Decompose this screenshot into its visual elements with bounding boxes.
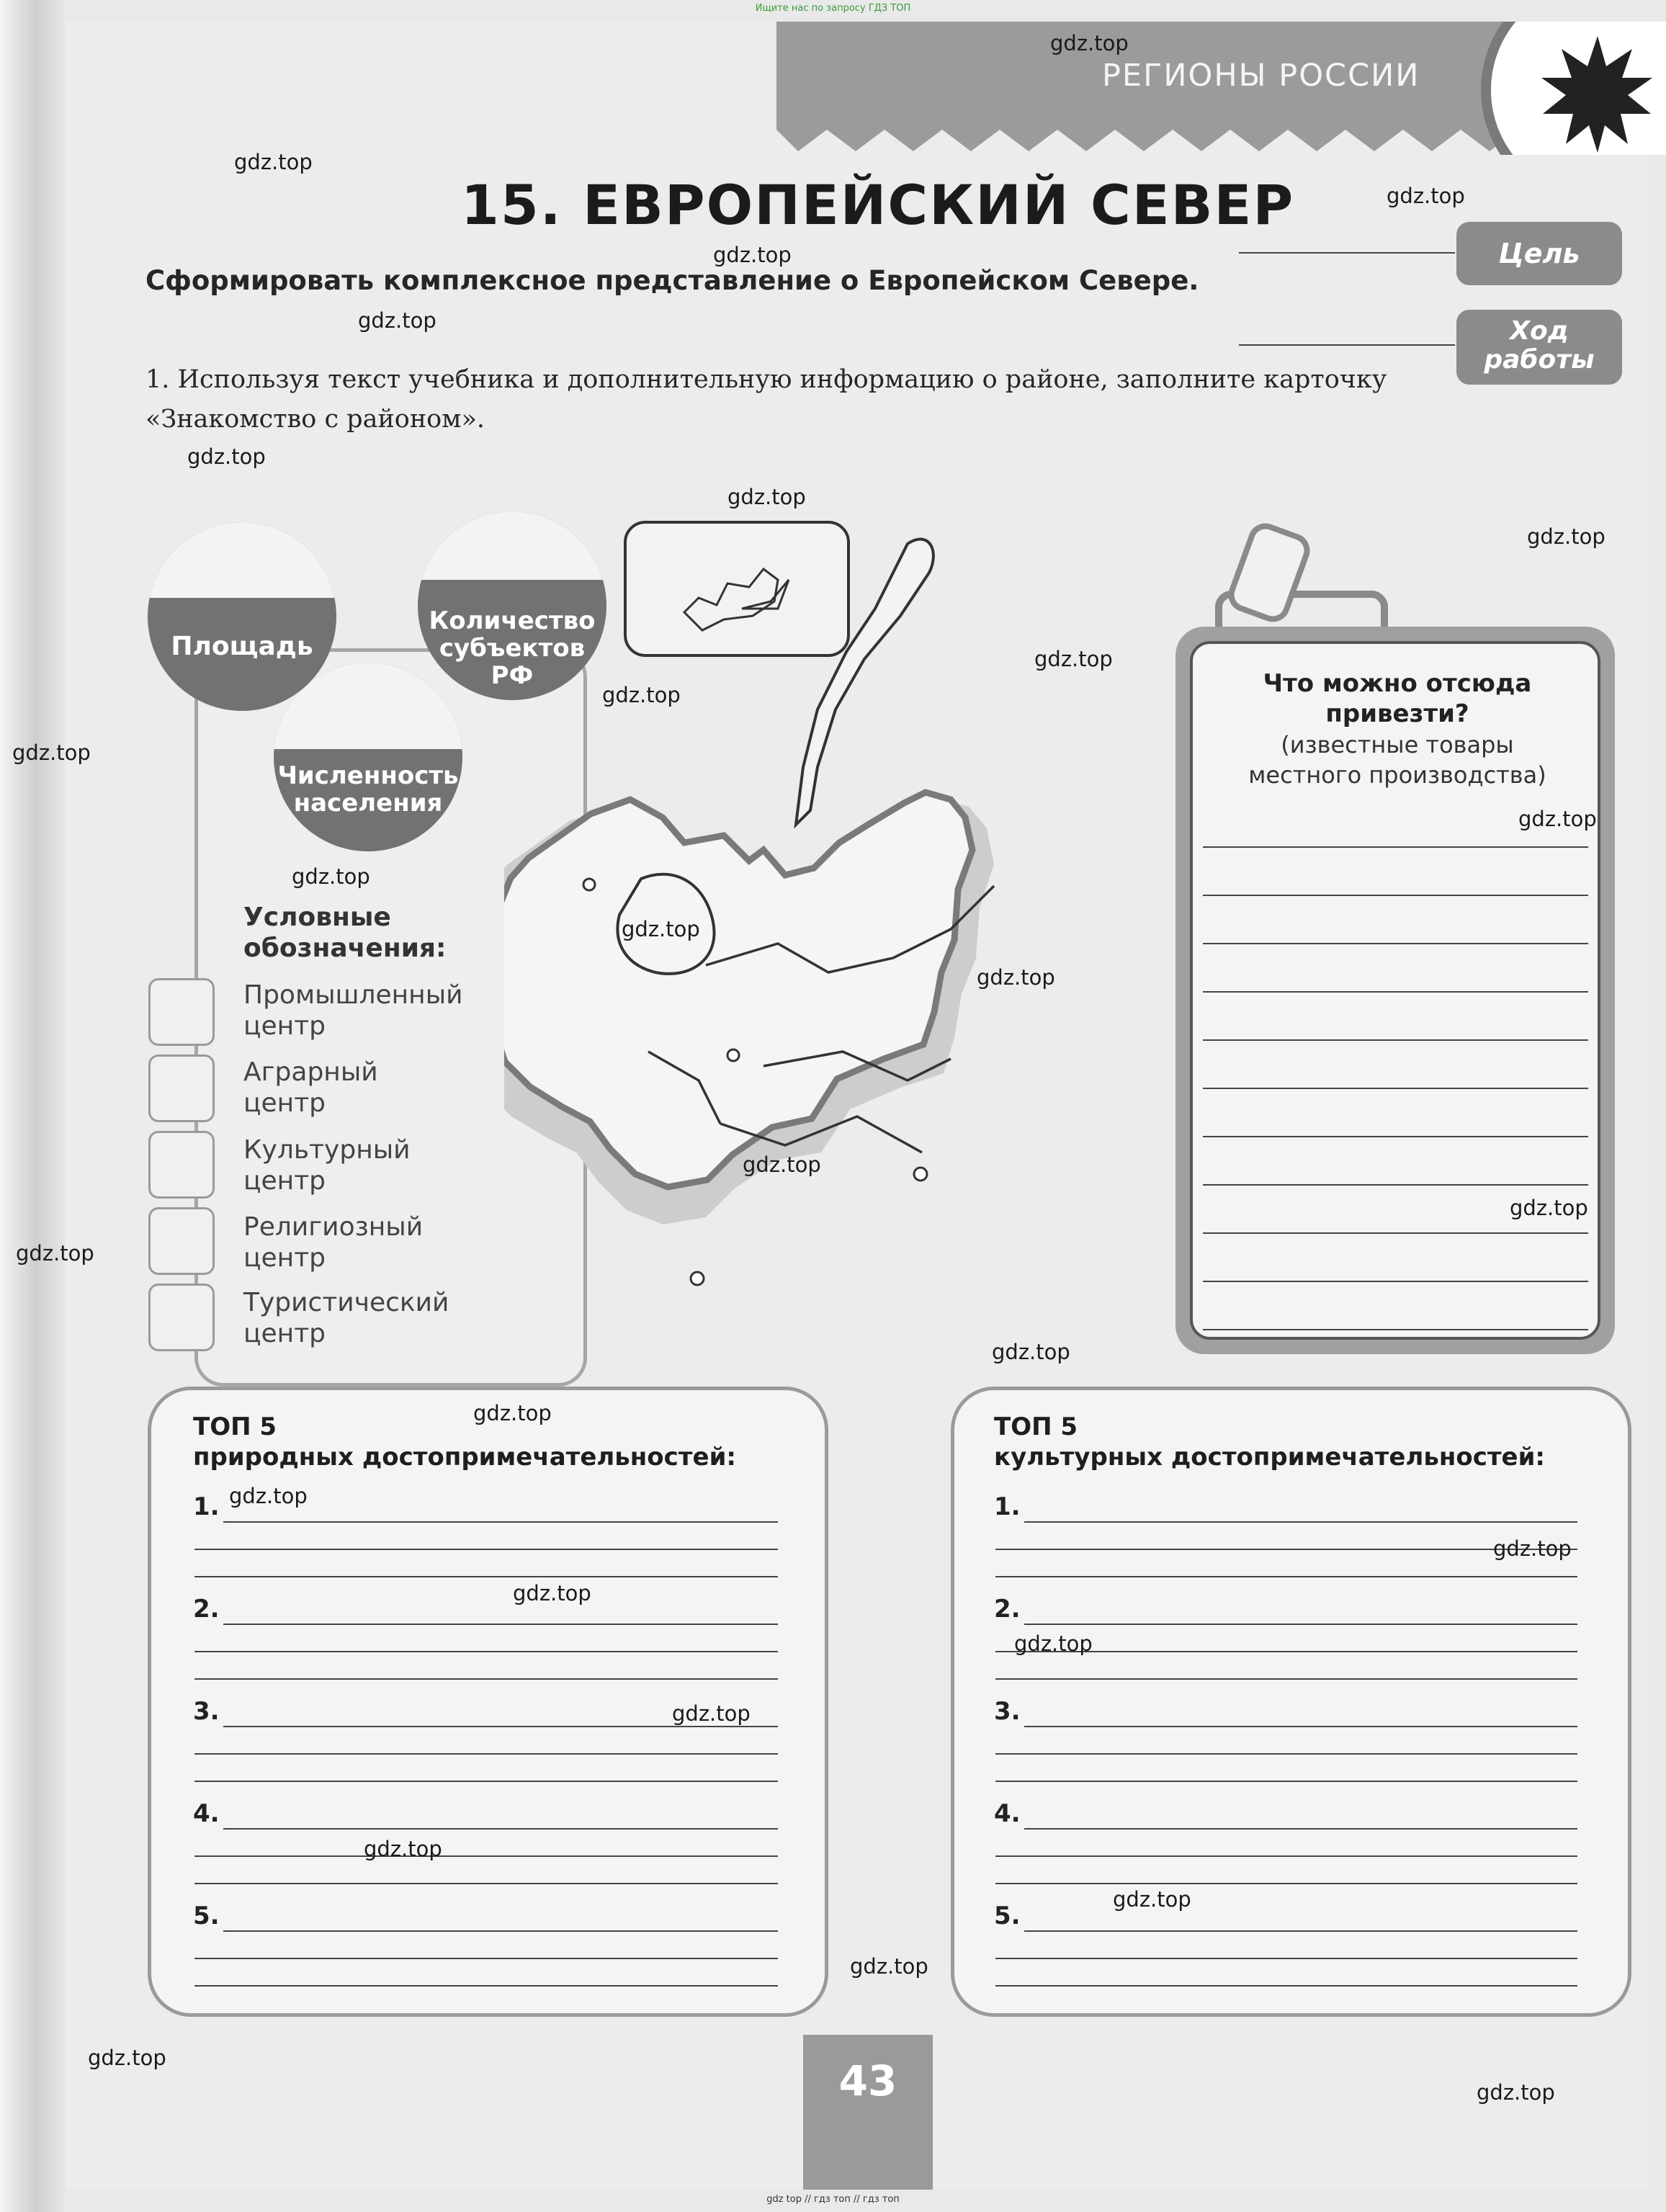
top5-cultural-card	[951, 1387, 1631, 2017]
franz-josef-land-inset	[625, 522, 848, 655]
suitcase-answer-line[interactable]	[1203, 1136, 1588, 1137]
top5-answer-line[interactable]	[995, 1985, 1577, 1987]
top5-answer-line[interactable]	[223, 1624, 778, 1625]
top5-item-number: 5.	[994, 1902, 1021, 1930]
population-label	[274, 762, 462, 817]
watermark: gdz.top	[1014, 1631, 1093, 1656]
top5-answer-line[interactable]	[223, 1726, 778, 1727]
city-marker	[583, 879, 595, 890]
watermark: gdz.top	[1113, 1887, 1191, 1912]
legend-item-industrial-line1: Промышленный	[243, 980, 463, 1010]
subjects-label-line1: Количество	[429, 606, 596, 635]
watermark: gdz.top	[977, 965, 1055, 990]
watermark: gdz.top	[1510, 1196, 1588, 1220]
city-marker	[691, 1272, 704, 1285]
watermark: gdz.top	[234, 150, 313, 174]
watermark: gdz.top	[16, 1241, 94, 1266]
watermark: gdz.top	[229, 1484, 308, 1508]
top5-answer-line[interactable]	[995, 1678, 1577, 1680]
top5-answer-line[interactable]	[223, 1828, 778, 1830]
top5-answer-line[interactable]	[995, 1753, 1577, 1755]
top5-natural-title	[193, 1412, 736, 1472]
chapter-title: 15. ЕВРОПЕЙСКИЙ СЕВЕР	[461, 173, 1295, 237]
top5-answer-line[interactable]	[1024, 1726, 1577, 1727]
top5-cultural-title-line2: культурных достопримечательностей:	[994, 1443, 1546, 1472]
top5-answer-line[interactable]	[194, 1576, 778, 1577]
top5-answer-line[interactable]	[194, 1958, 778, 1959]
watermark: gdz.top	[1493, 1536, 1572, 1561]
legend-item-religious	[243, 1212, 481, 1273]
suitcase-subtitle	[1224, 730, 1570, 790]
watermark: gdz.top	[992, 1340, 1070, 1364]
top5-answer-line[interactable]	[194, 1678, 778, 1680]
legend-title-line1: Условные	[243, 903, 391, 932]
top5-answer-line[interactable]	[995, 1855, 1577, 1857]
top5-natural-title-line2: природных достопримечательностей:	[193, 1443, 736, 1472]
top5-natural-title-line1: ТОП 5	[193, 1412, 277, 1441]
legend-item-tourist-line1: Туристический	[243, 1288, 449, 1317]
suitcase-subtitle-line1: (известные товары	[1281, 731, 1514, 758]
watermark: gdz.top	[292, 864, 370, 889]
watermark: gdz.top	[602, 683, 681, 707]
watermark: gdz.top	[513, 1581, 591, 1606]
watermark: gdz.top	[672, 1701, 751, 1726]
legend-item-religious-line2: центр	[243, 1243, 326, 1273]
watermark: gdz.top	[1527, 524, 1605, 549]
watermark: gdz.top	[727, 485, 806, 509]
watermark: gdz.top	[622, 917, 700, 941]
top5-item-number: 4.	[193, 1799, 220, 1828]
legend-item-industrial-line2: центр	[243, 1011, 326, 1041]
top5-answer-line[interactable]	[995, 1549, 1577, 1550]
city-marker	[727, 1049, 739, 1061]
city-marker	[914, 1168, 927, 1181]
top5-answer-line[interactable]	[194, 1651, 778, 1652]
bottom-note: gdz top // гдз топ // гдз топ	[766, 2194, 900, 2205]
legend-title-line2: обозначения:	[243, 933, 447, 963]
top5-answer-line[interactable]	[1024, 1521, 1577, 1523]
progress-tab-line2: работы	[1484, 345, 1595, 375]
suitcase-title-line2: привезти?	[1325, 699, 1469, 728]
top5-item-number: 2.	[994, 1595, 1021, 1624]
watermark: gdz.top	[1034, 647, 1113, 671]
suitcase-answer-line[interactable]	[1203, 1329, 1588, 1330]
top5-item-number: 1.	[994, 1492, 1021, 1521]
watermark: gdz.top	[358, 308, 436, 333]
top5-answer-line[interactable]	[194, 1781, 778, 1782]
legend-box-agrarian[interactable]	[148, 1054, 215, 1122]
suitcase-answer-line[interactable]	[1203, 895, 1588, 896]
subjects-label-line3: РФ	[491, 661, 534, 690]
book-spine	[0, 0, 65, 2212]
task-instruction: 1. Используя текст учебника и дополнительную информацию о районе, заполните карточку «Знакомство с районом».	[145, 365, 1387, 434]
page-number-tab	[803, 2035, 933, 2190]
top5-answer-line[interactable]	[995, 1576, 1577, 1577]
watermark: gdz.top	[88, 2046, 166, 2070]
suitcase-title	[1224, 668, 1570, 729]
watermark: gdz.top	[1477, 2080, 1555, 2105]
progress-tab	[1456, 310, 1622, 385]
page-number: 43	[838, 2056, 897, 2105]
region-map	[504, 504, 1174, 1325]
watermark: gdz.top	[1518, 807, 1597, 831]
watermark: gdz.top	[187, 444, 266, 469]
top5-item-number: 2.	[193, 1595, 220, 1624]
top5-answer-line[interactable]	[194, 1753, 778, 1755]
watermark: gdz.top	[1050, 31, 1129, 55]
top-note: Ищите нас по запросу ГДЗ ТОП	[755, 3, 911, 14]
top5-answer-line[interactable]	[1024, 1624, 1577, 1625]
suitcase-answer-line[interactable]	[1203, 991, 1588, 993]
suitcase-answer-line[interactable]	[1203, 1184, 1588, 1186]
legend-box-cultural[interactable]	[148, 1131, 215, 1199]
population-label-line2: населения	[293, 789, 443, 818]
subjects-label-line2: субъектов	[439, 634, 586, 663]
top5-answer-line[interactable]	[1024, 1828, 1577, 1830]
top5-answer-line[interactable]	[1024, 1930, 1577, 1932]
legend-item-tourist	[243, 1287, 481, 1349]
suitcase-answer-line[interactable]	[1203, 1039, 1588, 1041]
top5-answer-line[interactable]	[194, 1549, 778, 1550]
progress-answer-line[interactable]	[1239, 344, 1455, 346]
watermark: gdz.top	[473, 1401, 552, 1425]
top5-item-number: 3.	[994, 1697, 1021, 1726]
legend-box-religious[interactable]	[148, 1207, 215, 1275]
legend-item-agrarian	[243, 1057, 481, 1119]
legend-item-industrial	[243, 980, 481, 1042]
watermark: gdz.top	[743, 1152, 821, 1177]
top5-answer-line[interactable]	[995, 1883, 1577, 1884]
top5-answer-line[interactable]	[194, 1883, 778, 1884]
legend-item-agrarian-line1: Аграрный	[243, 1057, 378, 1087]
top5-item-number: 5.	[193, 1902, 220, 1930]
goal-tab: Цель	[1456, 222, 1622, 285]
legend-item-cultural-line1: Культурный	[243, 1135, 411, 1165]
top5-answer-line[interactable]	[995, 1958, 1577, 1959]
legend-box-tourist[interactable]	[148, 1284, 215, 1351]
legend-item-religious-line1: Религиозный	[243, 1212, 424, 1242]
population-circle	[274, 663, 462, 851]
top5-cultural-title	[994, 1412, 1545, 1472]
watermark: gdz.top	[713, 243, 792, 267]
legend-item-tourist-line2: центр	[243, 1319, 326, 1348]
suitcase-answer-line[interactable]	[1203, 1088, 1588, 1089]
progress-tab-line1: Ход	[1510, 316, 1569, 346]
legend-item-cultural-line2: центр	[243, 1166, 326, 1196]
suitcase-answer-line[interactable]	[1203, 1232, 1588, 1234]
suitcase-subtitle-line2: местного производства)	[1248, 761, 1546, 789]
watermark: gdz.top	[12, 740, 91, 765]
watermark: gdz.top	[850, 1954, 928, 1979]
legend-item-agrarian-line2: центр	[243, 1088, 326, 1118]
population-label-line1: Численность	[277, 761, 459, 790]
top5-answer-line[interactable]	[223, 1930, 778, 1932]
top5-answer-line[interactable]	[223, 1521, 778, 1523]
top5-answer-line[interactable]	[194, 1985, 778, 1987]
section-title: РЕГИОНЫ РОССИИ	[1102, 58, 1420, 94]
top5-item-number: 4.	[994, 1799, 1021, 1828]
legend-title	[243, 902, 446, 964]
top5-item-number: 1.	[193, 1492, 220, 1521]
watermark: gdz.top	[364, 1837, 442, 1861]
watermark: gdz.top	[1387, 184, 1465, 208]
legend-item-cultural	[243, 1134, 481, 1196]
suitcase-answer-line[interactable]	[1203, 1281, 1588, 1282]
goal-text: Сформировать комплексное представление о Европейском Севере.	[145, 265, 1199, 296]
suitcase-title-line1: Что можно отсюда	[1263, 669, 1532, 698]
suitcase-answer-line[interactable]	[1203, 846, 1588, 848]
top5-answer-line[interactable]	[995, 1781, 1577, 1782]
top5-answer-line[interactable]	[194, 1855, 778, 1857]
goal-answer-line[interactable]	[1239, 252, 1455, 254]
top5-cultural-title-line1: ТОП 5	[994, 1412, 1078, 1441]
suitcase-answer-line[interactable]	[1203, 943, 1588, 944]
area-label: Площадь	[171, 632, 313, 661]
legend-box-industrial[interactable]	[148, 978, 215, 1046]
top5-item-number: 3.	[193, 1697, 220, 1726]
